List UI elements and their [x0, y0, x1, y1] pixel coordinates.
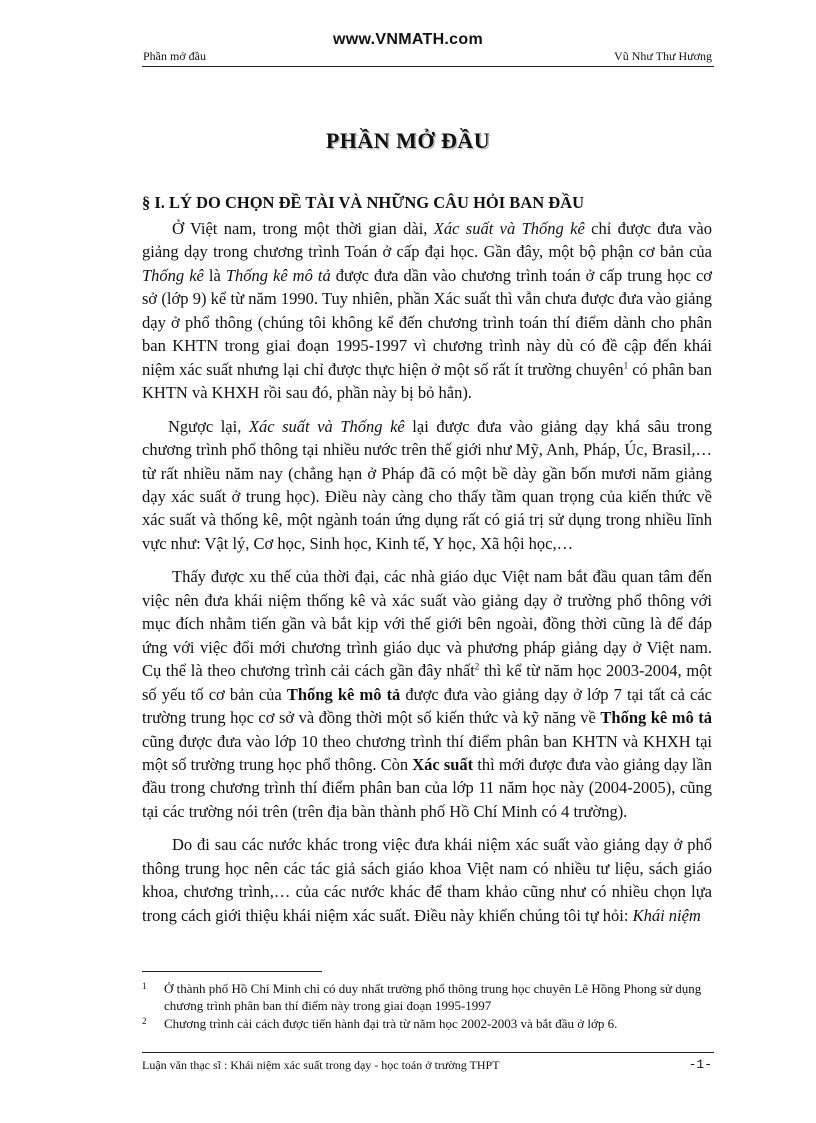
footnote-1: 1 Ở thành phố Hồ Chí Minh chỉ có duy nhất trường phổ thông trung học chuyên Lê Hồng Phong sử dụng chương trình phân ban thí điểm này trong giai đoạn 1995-1997: [142, 981, 702, 1013]
page-title: PHẦN MỞ ĐẦU: [325, 128, 491, 153]
paragraph-4: Do đi sau các nước khác trong việc đưa khái niệm xác suất vào giảng dạy ở phổ thông trung học nên các tác giả sách giáo khoa Việt nam có nhiều tư liệu, sách giáo khoa, chương trình,… của các nước khác để tham khảo cũng như có nhiều chọn lựa trong cách giới thiệu khái niệm xác suất. Điều này khiến chúng tôi tự hỏi: Khái niệm: [142, 835, 712, 925]
header-rule: [142, 66, 714, 67]
section-heading: § I. LÝ DO CHỌN ĐỀ TÀI VÀ NHỮNG CÂU HỎI BAN ĐẦU: [142, 193, 585, 212]
footer-rule: [142, 1052, 714, 1053]
footer-thesis-title: Luận văn thạc sĩ : Khái niệm xác suất trong dạy - học toán ở trường THPT: [142, 1058, 500, 1072]
paragraph-1: Ở Việt nam, trong một thời gian dài, Xác suất và Thống kê chỉ được đưa vào giảng dạy trong chương trình Toán ở cấp đại học. Gần đây, một bộ phận cơ bản của Thống kê là Thống kê mô tả được đưa dần vào chương trình toán ở cấp trung học cơ sở (lớp 9) kể từ năm 1990. Tuy nhiên, phần Xác suất thì vẫn chưa được đưa vào giảng dạy ở phổ thông (chúng tôi không kể đến chương trình toán thí điểm dành cho phân ban KHTN trong giai đoạn 1995-1997 vì chương trình này dù có đề cập đến khái niệm xác suất nhưng lại chỉ được thực hiện ở một số rất ít trường chuyên$^1$ có phân ban KHTN và KHXH rồi sau đó, phần này bị bỏ hẳn).: [142, 219, 712, 403]
site-watermark: www.VNMATH.com: [333, 31, 483, 48]
header-chapter: Phần mở đầu: [143, 49, 207, 63]
paragraph-3: Thấy được xu thế của thời đại, các nhà giáo dục Việt nam bắt đầu quan tâm đến việc nên đưa khái niệm thống kê và xác suất vào giảng dạy ở trường phổ thông với mục đích nhằm tiến gần và bắt kịp với thế giới bên ngoài, đồng thời cũng là để đáp ứng với việc đổi mới chương trình giáo dục và phương pháp giảng dạy ở Việt nam. Cụ thể là theo chương trình cải cách gần đây nhất$^2$ thì kể từ năm học 2003-2004, một số yếu tố cơ bản của Thống kê mô tả được đưa vào giảng dạy ở lớp 7 tại tất cả các trường trung học cơ sở và đồng thời một số kiến thức và kỹ năng về Thống kê mô tả cũng được đưa vào lớp 10 theo chương trình thí điểm phân ban KHTN và KHXH tại một số trường trung học phổ thông. Còn Xác suất thì mới được đưa vào giảng dạy lần đầu trong chương trình thí điểm phân ban của lớp 11 năm học này (2004-2005), cũng tại các trường nói trên (trên địa bàn thành phố Hồ Chí Minh có 4 trường).: [142, 567, 712, 821]
footnote-rule: [142, 971, 322, 972]
body-text: [142, 217, 712, 937]
footnotes: [142, 980, 712, 1033]
footnote-2: 2 Chương trình cải cách được tiến hành đại trà từ năm học 2002-2003 và bắt đầu ở lớp 6.: [142, 1016, 618, 1031]
page-number: -1-: [688, 1057, 712, 1072]
paragraph-2: Ngược lại, Xác suất và Thống kê lại được đưa vào giảng dạy khá sâu trong chương trình phổ thông tại nhiều nước trên thế giới như Mỹ, Anh, Pháp, Úc, Brasil,… từ rất nhiều năm nay (chẳng hạn ở Pháp đã có một bề dày gần bốn mươi năm giảng dạy xác suất ở trung học). Điều này càng cho thấy tầm quan trọng của kiến thức về xác suất và thống kê, một ngành toán ứng dụng rất có giá trị sử dụng trong nhiều lĩnh vực như: Vật lý, Cơ học, Sinh học, Kinh tế, Y học, Xã hội học,…: [142, 416, 712, 553]
footnote-ref-1[interactable]: 1: [623, 360, 629, 371]
header-author: Vũ Như Thư Hương: [614, 49, 712, 63]
footnote-ref-2[interactable]: 2: [474, 661, 480, 672]
